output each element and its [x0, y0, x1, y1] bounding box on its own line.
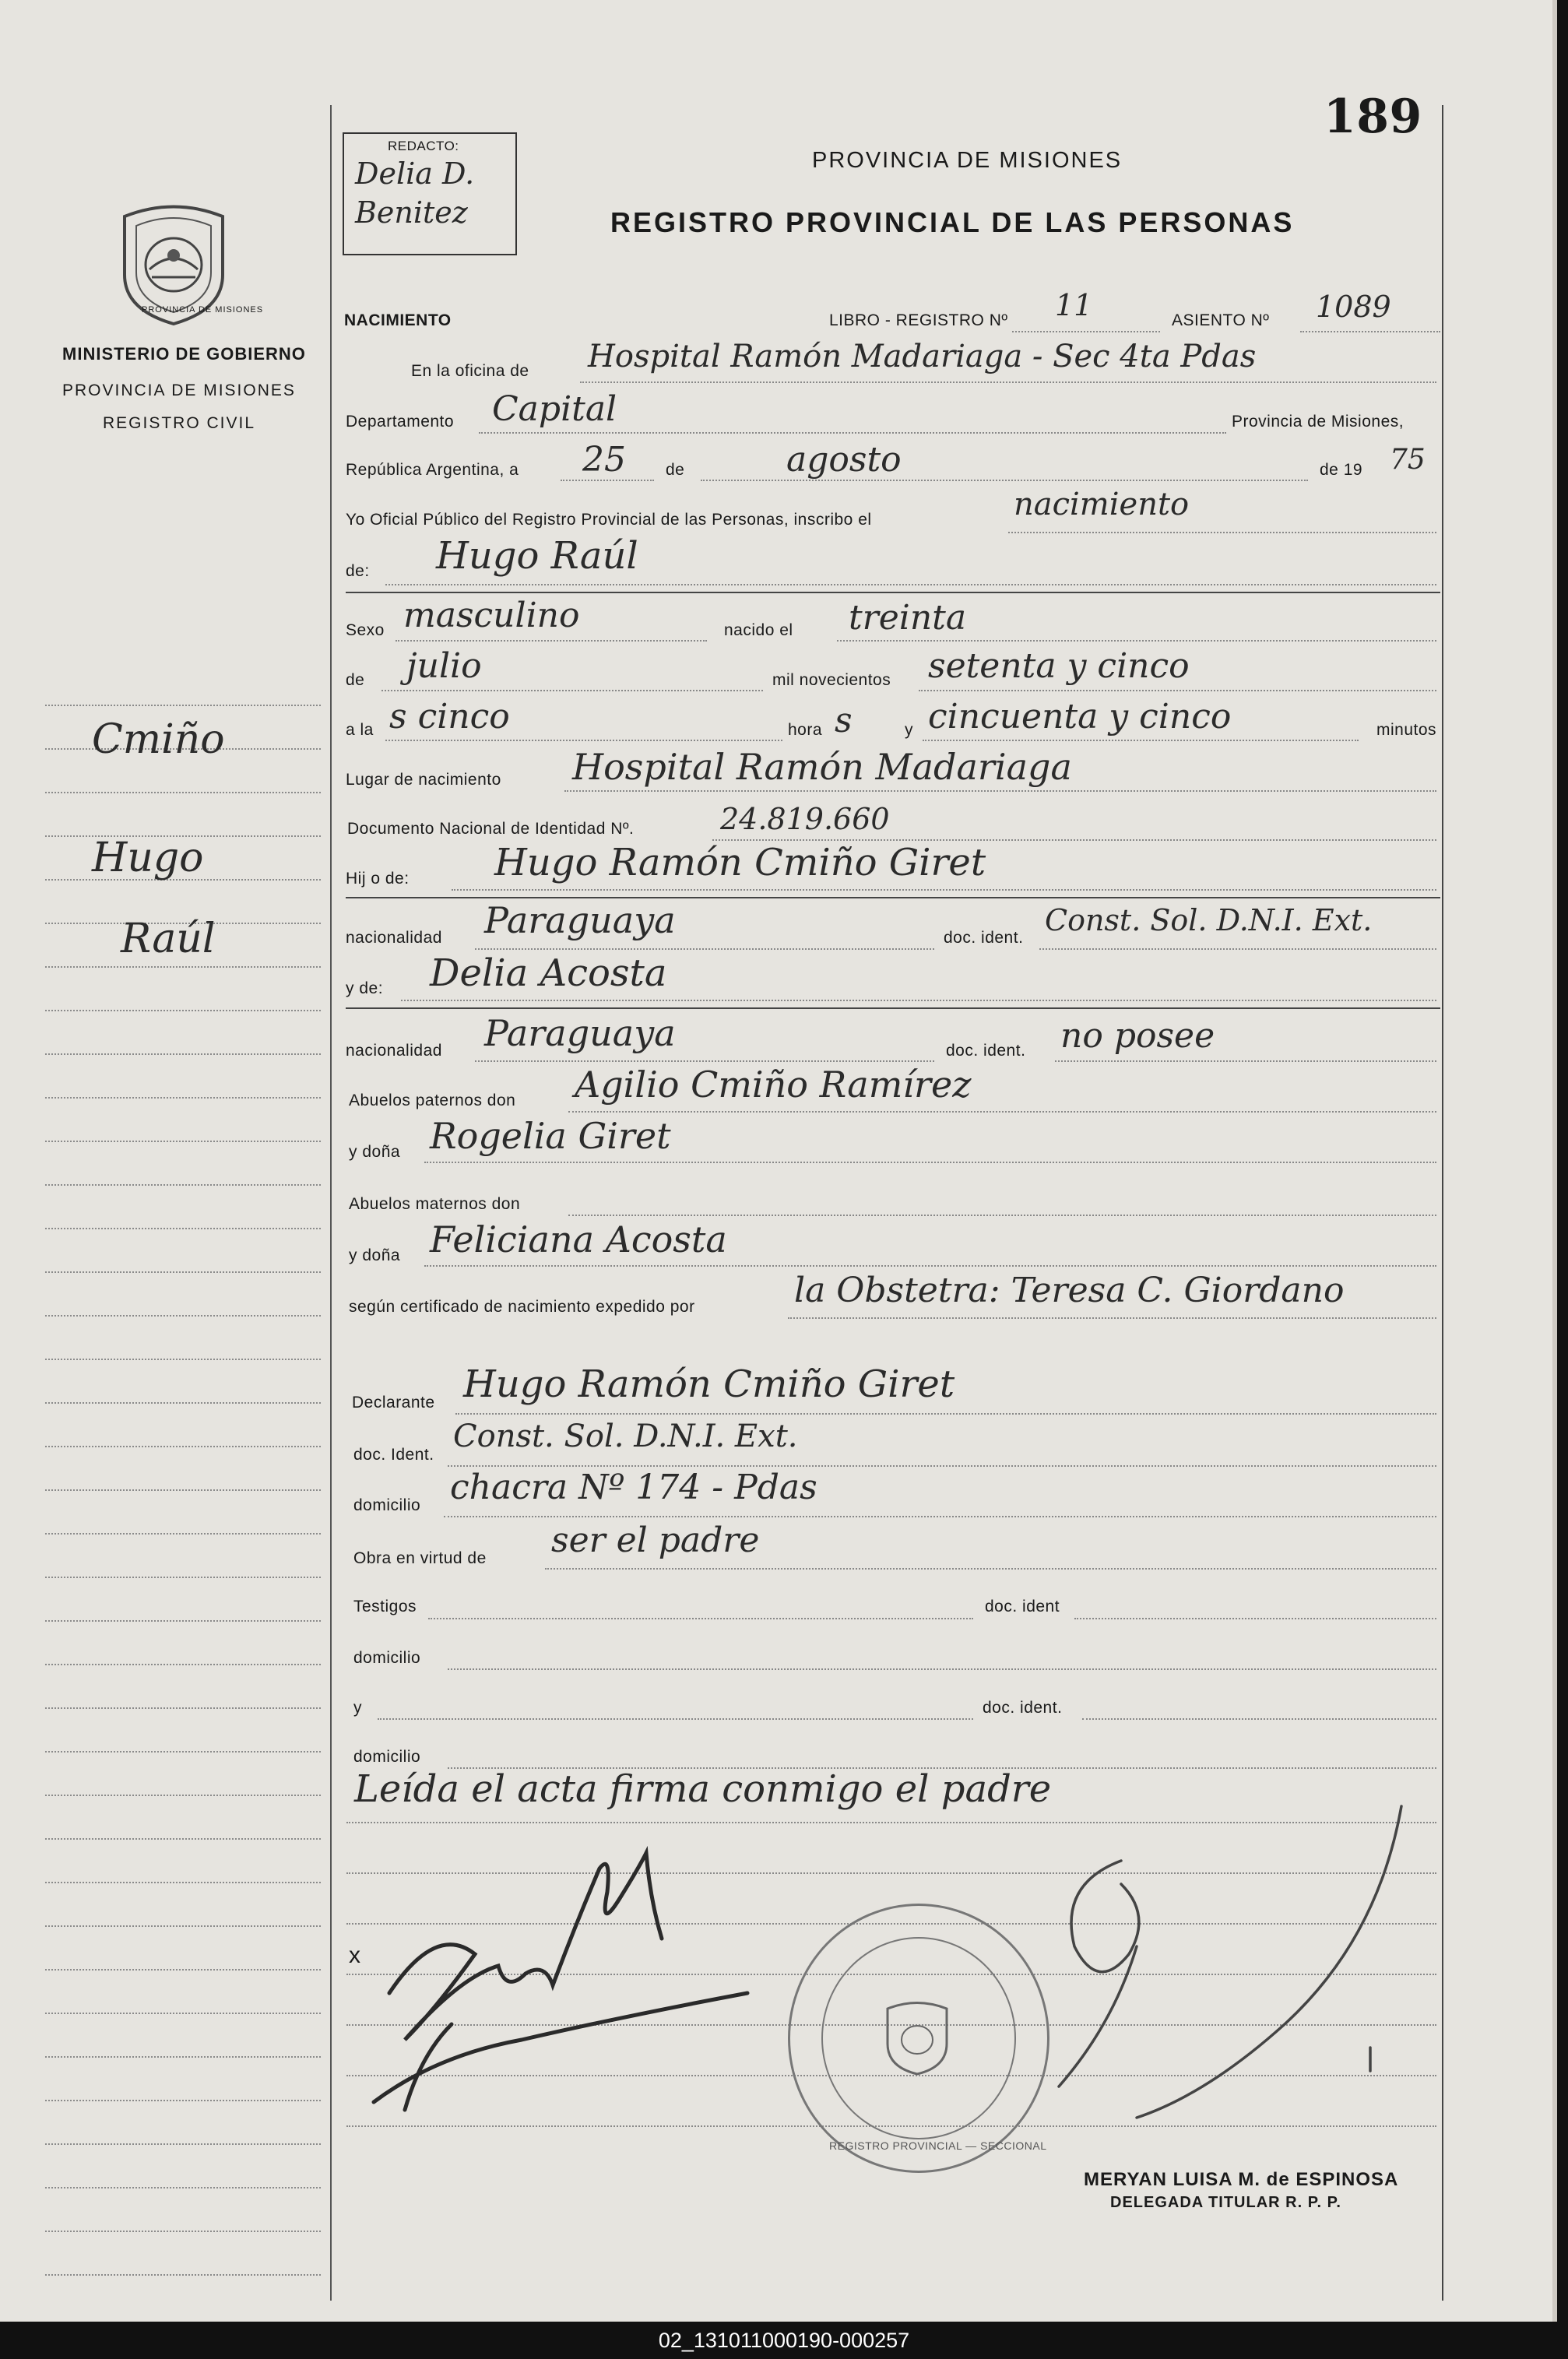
right-border-line	[1442, 105, 1443, 2301]
margin-rule-line	[45, 1097, 321, 1099]
dotted-fill-line	[1082, 1718, 1436, 1720]
documento-label: Documento Nacional de Identidad Nº.	[347, 820, 635, 838]
provincia-label: Provincia de Misiones,	[1232, 413, 1405, 431]
margin-rule-line	[45, 1707, 321, 1709]
nacimiento-label: NACIMIENTO	[344, 311, 452, 329]
margin-note-first: Hugo	[92, 835, 204, 881]
dotted-fill-line	[475, 948, 934, 950]
margin-rule-line	[45, 1577, 321, 1578]
dotted-fill-line	[1012, 331, 1160, 332]
margin-rule-line	[45, 1751, 321, 1753]
margin-rule-line	[45, 1533, 321, 1535]
abuelo-pat-value: Agilio Cmiño Ramírez	[575, 1063, 972, 1106]
y2-label: y	[353, 1699, 362, 1717]
domicilio-value: chacra Nº 174 - Pdas	[450, 1468, 817, 1507]
margin-rule-line	[45, 2056, 321, 2058]
dotted-fill-line	[923, 740, 1359, 741]
doc-testigos-label: doc. ident	[985, 1598, 1060, 1615]
abuelos-mat-label: Abuelos maternos don	[349, 1195, 521, 1213]
dotted-fill-line	[479, 432, 1226, 434]
dotted-fill-line	[378, 1718, 973, 1720]
seal-lettering: PROVINCIA DE MISIONES	[142, 305, 264, 315]
margin-rule-line	[45, 1053, 321, 1055]
dotted-fill-line	[568, 1215, 1436, 1216]
margin-rule-line	[45, 2013, 321, 2014]
dotted-fill-line	[561, 480, 654, 481]
abuela-pat-value: Rogelia Giret	[430, 1115, 671, 1157]
leida-value: Leída el acta firma conmigo el padre	[354, 1767, 1052, 1811]
oficina-label: En la oficina de	[411, 362, 529, 380]
dotted-fill-line	[396, 640, 707, 642]
margin-rule-line	[45, 1489, 321, 1491]
file-id-footer: 02_131011000190-000257	[0, 2322, 1568, 2359]
dia-value: 25	[582, 440, 626, 480]
doc-declarante-value: Const. Sol. D.N.I. Ext.	[453, 1419, 798, 1454]
nac-padre-label: nacionalidad	[346, 929, 442, 947]
margin-rule-line	[45, 1010, 321, 1011]
margin-note-surname: Cmiño	[92, 716, 225, 763]
de-month-label: de	[346, 671, 365, 689]
nac-padre-value: Paraguaya	[484, 899, 676, 941]
abuela-mat-value: Feliciana Acosta	[430, 1218, 727, 1260]
dotted-fill-line	[1055, 1060, 1436, 1062]
hora-a-la-value: s cinco	[389, 697, 510, 737]
abuela-pat-label: y doña	[349, 1143, 401, 1161]
asiento-label: ASIENTO Nº	[1172, 311, 1270, 329]
asiento-value: 1089	[1316, 290, 1391, 324]
header-province: PROVINCIA DE MISIONES	[812, 148, 1123, 173]
margin-rule-line	[45, 1446, 321, 1447]
dotted-fill-line	[1074, 1618, 1436, 1619]
nombre-value: Hugo Raúl	[436, 534, 638, 578]
margin-rule-line	[45, 1795, 321, 1796]
margin-rule-line	[45, 792, 321, 793]
margin-note-second: Raúl	[121, 916, 216, 962]
republica-label: República Argentina, a	[346, 461, 519, 479]
margin-rule-line	[45, 1882, 321, 1883]
dotted-fill-line	[568, 1111, 1436, 1113]
doc-declarante-label: doc. Ident.	[353, 1446, 434, 1464]
stamp-text: REGISTRO PROVINCIAL — SECCIONAL	[829, 2139, 1047, 2152]
civil-registry-label: REGISTRO CIVIL	[103, 414, 256, 432]
libro-value: 11	[1055, 288, 1093, 322]
nac-madre-label: nacionalidad	[346, 1042, 442, 1060]
oficina-value: Hospital Ramón Madariaga - Sec 4ta Pdas	[588, 339, 1257, 374]
lugar-label: Lugar de nacimiento	[346, 771, 501, 789]
dotted-fill-line	[452, 889, 1436, 891]
section-divider	[346, 592, 1440, 593]
signature-mark: x	[349, 1942, 361, 1968]
official-title: DELEGADA TITULAR R. P. P.	[1110, 2194, 1341, 2211]
signature-official-icon	[1012, 1791, 1433, 2149]
redacto-box	[343, 132, 517, 255]
dotted-fill-line	[455, 1413, 1436, 1415]
domicilio-label: domicilio	[353, 1496, 421, 1514]
obra-value: ser el padre	[551, 1521, 760, 1560]
sexo-value: masculino	[403, 596, 580, 635]
declarante-label: Declarante	[352, 1394, 435, 1412]
dotted-fill-line	[424, 1265, 1436, 1267]
dotted-fill-line	[424, 1162, 1436, 1163]
redacto-signature: Delia D. Benitez	[355, 156, 475, 230]
domicilio2-label: domicilio	[353, 1649, 421, 1667]
page-number: 189	[1324, 90, 1422, 144]
dotted-fill-line	[381, 690, 763, 691]
stamp-seal-icon	[880, 2001, 955, 2076]
nac-madre-value: Paraguaya	[484, 1012, 676, 1054]
hora-value: s	[835, 701, 853, 740]
sexo-label: Sexo	[346, 621, 385, 639]
dotted-fill-line	[385, 740, 782, 741]
dotted-fill-line	[837, 640, 1436, 642]
left-province-label: PROVINCIA DE MISIONES	[62, 381, 296, 399]
margin-rule-line	[45, 966, 321, 968]
section-divider	[346, 897, 1440, 898]
testigos-label: Testigos	[353, 1598, 417, 1615]
dotted-fill-line	[448, 1465, 1436, 1467]
y-de-label: y de:	[346, 979, 384, 997]
dotted-fill-line	[788, 1317, 1436, 1319]
header-title: REGISTRO PROVINCIAL DE LAS PERSONAS	[610, 206, 1295, 238]
margin-rule-line	[45, 1184, 321, 1186]
doc4-label: doc. ident.	[983, 1699, 1063, 1717]
de-label: de	[666, 461, 685, 479]
margin-rule-line	[45, 1315, 321, 1317]
left-border-line	[330, 105, 332, 2301]
dotted-fill-line	[1300, 331, 1440, 332]
departamento-label: Departamento	[346, 413, 455, 431]
hora-label: hora	[788, 721, 823, 739]
hijo-label: Hij o de:	[346, 870, 410, 888]
mil-label: mil novecientos	[772, 671, 891, 689]
segun-label: según certificado de nacimiento expedido por	[349, 1298, 695, 1316]
nacido-value: treinta	[849, 598, 967, 638]
dotted-fill-line	[701, 480, 1308, 481]
margin-rule-line	[45, 1620, 321, 1622]
margin-rule-line	[45, 2187, 321, 2188]
margin-rule-line	[45, 2100, 321, 2101]
dni-value: 24.819.660	[720, 802, 890, 836]
dotted-fill-line	[545, 1568, 1436, 1570]
margin-rule-line	[45, 1969, 321, 1971]
certificado-value: la Obstetra: Teresa C. Giordano	[794, 1271, 1345, 1310]
obra-label: Obra en virtud de	[353, 1549, 487, 1567]
dotted-fill-line	[919, 690, 1436, 691]
margin-rule-line	[45, 1359, 321, 1360]
signature-declarant-icon	[343, 1806, 763, 2133]
margin-rule-line	[45, 2143, 321, 2145]
margin-rule-line	[45, 1664, 321, 1665]
departamento-value: Capital	[492, 389, 617, 429]
lugar-value: Hospital Ramón Madariaga	[572, 746, 1072, 788]
nacido-label: nacido el	[724, 621, 793, 639]
dotted-fill-line	[444, 1516, 1436, 1517]
a-la-label: a la	[346, 721, 374, 739]
inscribo-value: nacimiento	[1014, 487, 1190, 522]
padre-value: Hugo Ramón Cmiño Giret	[494, 841, 986, 884]
redacto-label: REDACTO:	[388, 139, 459, 153]
dotted-fill-line	[428, 1618, 973, 1619]
anio-value: 75	[1390, 444, 1426, 476]
dotted-fill-line	[1039, 948, 1436, 950]
doc-padre-value: Const. Sol. D.N.I. Ext.	[1045, 903, 1373, 937]
mes-nac-value: julio	[406, 646, 482, 686]
minutos-label: minutos	[1376, 721, 1437, 739]
margin-rule-line	[45, 2231, 321, 2232]
de-year-label: de 19	[1320, 461, 1363, 479]
mes-value: agosto	[786, 440, 902, 480]
margin-rule-line	[45, 1838, 321, 1840]
dotted-fill-line	[1008, 532, 1436, 533]
margin-rule-line	[45, 2274, 321, 2276]
declarante-value: Hugo Ramón Cmiño Giret	[463, 1362, 955, 1406]
margin-rule-line	[45, 705, 321, 706]
doc-madre-value: no posee	[1060, 1016, 1215, 1056]
de-name-label: de:	[346, 562, 370, 580]
doc-padre-label: doc. ident.	[944, 929, 1024, 947]
section-divider	[346, 1007, 1440, 1009]
minutos-value: cincuenta y cinco	[928, 697, 1232, 737]
margin-rule-line	[45, 1228, 321, 1229]
ministry-label: MINISTERIO DE GOBIERNO	[62, 344, 306, 364]
dotted-fill-line	[448, 1668, 1436, 1670]
oficial-label: Yo Oficial Público del Registro Provincial de las Personas, inscribo el	[346, 511, 872, 529]
y-label: y	[905, 721, 913, 739]
anio-nac-value: setenta y cinco	[928, 646, 1190, 686]
dotted-fill-line	[385, 584, 1436, 585]
abuela-mat-label: y doña	[349, 1246, 401, 1264]
margin-rule-line	[45, 1271, 321, 1273]
abuelos-pat-label: Abuelos paternos don	[349, 1092, 516, 1109]
dotted-fill-line	[401, 1000, 1436, 1001]
official-name: MERYAN LUISA M. de ESPINOSA	[1084, 2169, 1399, 2190]
margin-rule-line	[45, 1925, 321, 1927]
dotted-fill-line	[580, 381, 1436, 383]
domicilio3-label: domicilio	[353, 1748, 421, 1766]
margin-rule-line	[45, 1402, 321, 1404]
libro-label: LIBRO - REGISTRO Nº	[829, 311, 1008, 329]
doc-madre-label: doc. ident.	[946, 1042, 1026, 1060]
dotted-fill-line	[475, 1060, 934, 1062]
registry-stamp	[788, 1904, 1049, 2173]
madre-value: Delia Acosta	[430, 951, 667, 995]
dotted-fill-line	[564, 790, 1436, 792]
margin-rule-line	[45, 1141, 321, 1142]
